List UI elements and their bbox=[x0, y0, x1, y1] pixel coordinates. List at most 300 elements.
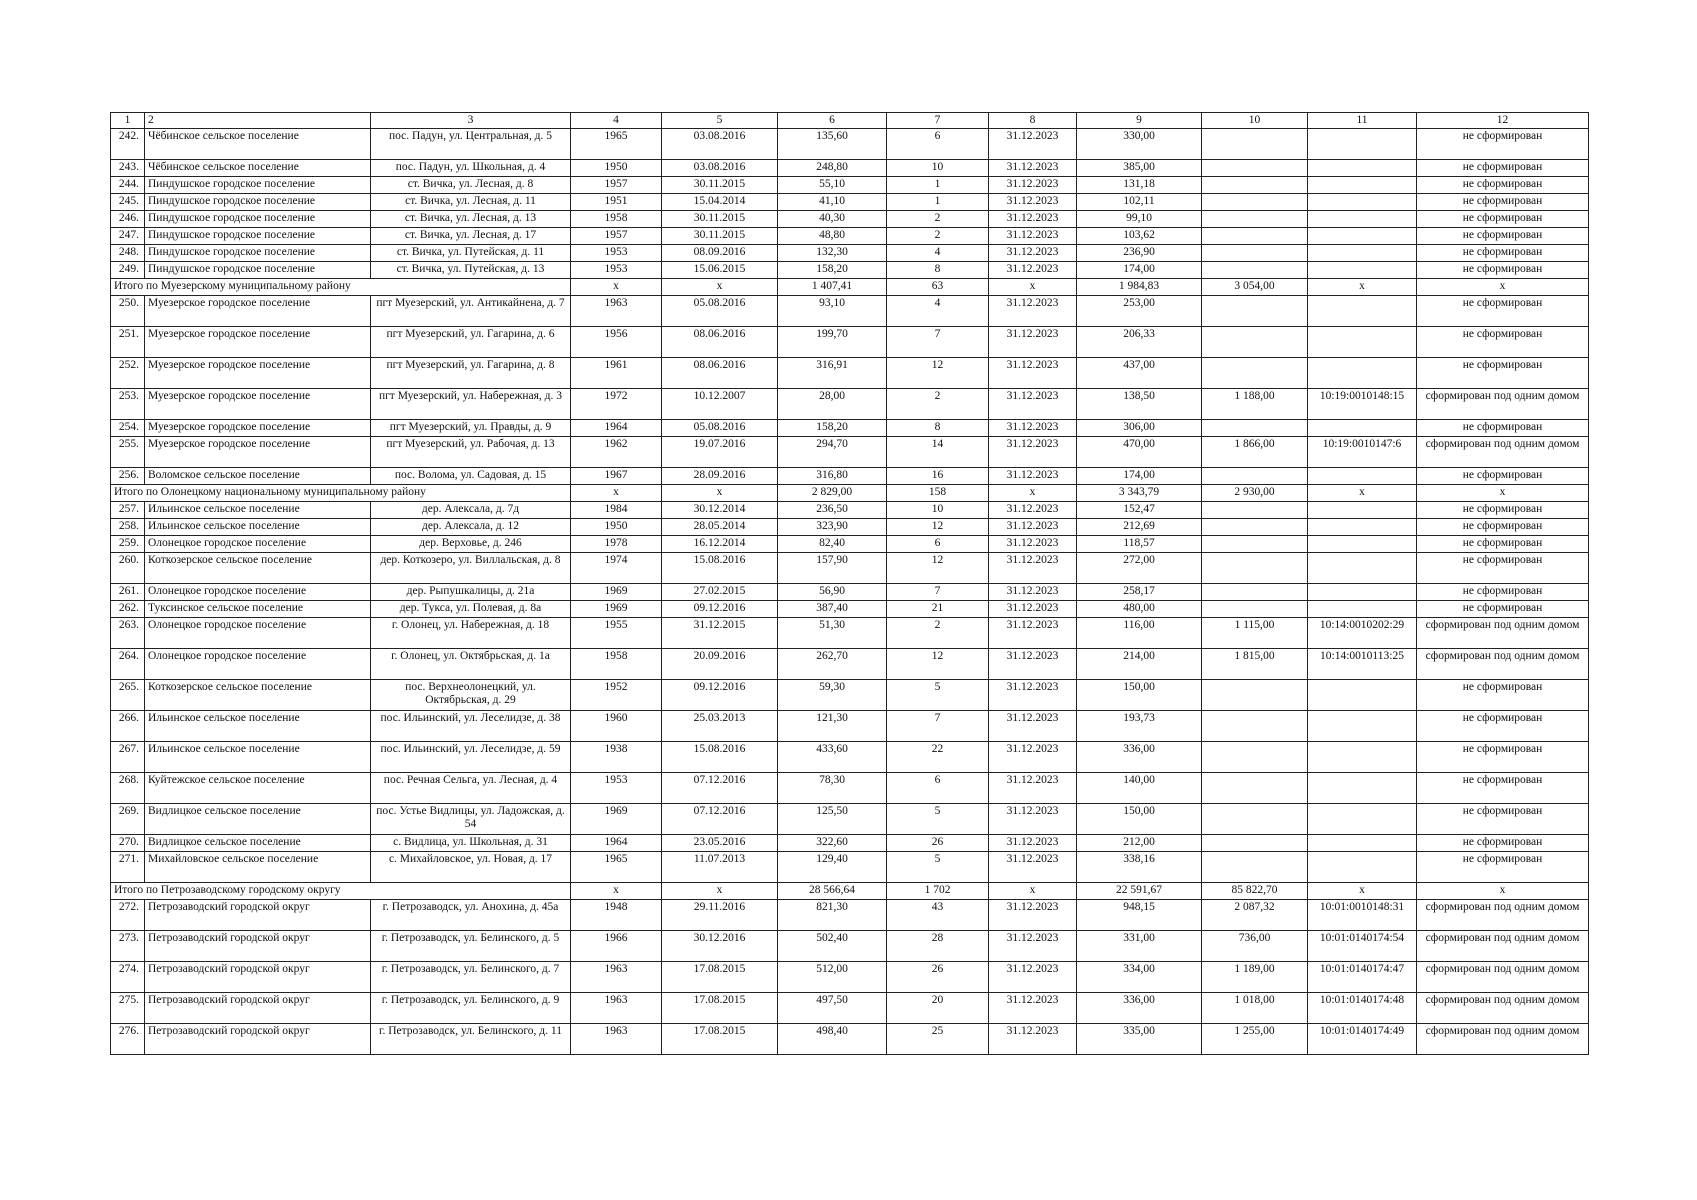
municipality-cell: Чёбинское сельское поселение bbox=[145, 129, 371, 160]
header-cell: 1 bbox=[111, 113, 145, 129]
row-number-cell: 244. bbox=[111, 177, 145, 194]
municipality-cell: Туксинское сельское поселение bbox=[145, 601, 371, 618]
residents-cell: 2 bbox=[887, 618, 989, 649]
column-10-cell bbox=[1202, 773, 1308, 804]
row-number-cell: 252. bbox=[111, 358, 145, 389]
residents-cell: 12 bbox=[887, 358, 989, 389]
address-cell: дер. Коткозеро, ул. Виллальская, д. 8 bbox=[371, 553, 571, 584]
residents-cell: 7 bbox=[887, 327, 989, 358]
column-10-cell: 1 115,00 bbox=[1202, 618, 1308, 649]
cadastral-number-cell: 10:14:0010113:25 bbox=[1308, 649, 1417, 680]
land-status-cell: не сформирован bbox=[1417, 680, 1589, 711]
land-status-cell: сформирован под одним домом bbox=[1417, 618, 1589, 649]
area-cell: 132,30 bbox=[778, 245, 887, 262]
residents-cell: 5 bbox=[887, 804, 989, 835]
column-9-cell: 306,00 bbox=[1077, 420, 1202, 437]
residents-cell: 5 bbox=[887, 680, 989, 711]
municipality-cell: Пиндушское городское поселение bbox=[145, 262, 371, 279]
table-row bbox=[111, 211, 1589, 228]
survey-date-cell: 25.03.2013 bbox=[662, 711, 778, 742]
table-row bbox=[111, 536, 1589, 553]
address-cell: ст. Вичка, ул. Лесная, д. 13 bbox=[371, 211, 571, 228]
survey-date-cell: 30.11.2015 bbox=[662, 211, 778, 228]
cadastral-number-cell bbox=[1308, 502, 1417, 519]
subtotal-row bbox=[111, 279, 1589, 296]
year-cell: 1969 bbox=[571, 584, 662, 601]
area-cell: 121,30 bbox=[778, 711, 887, 742]
header-cell: 9 bbox=[1077, 113, 1202, 129]
cadastral-number-cell bbox=[1308, 129, 1417, 160]
address-cell: г. Олонец, ул. Набережная, д. 18 bbox=[371, 618, 571, 649]
land-status-cell: не сформирован bbox=[1417, 502, 1589, 519]
residents-cell: 26 bbox=[887, 962, 989, 993]
land-status-cell: сформирован под одним домом bbox=[1417, 649, 1589, 680]
table-row bbox=[111, 618, 1589, 649]
column-9-cell: 116,00 bbox=[1077, 618, 1202, 649]
residents-cell: 28 bbox=[887, 931, 989, 962]
column-9-cell: 140,00 bbox=[1077, 773, 1202, 804]
land-status-cell: не сформирован bbox=[1417, 519, 1589, 536]
year-cell: 1963 bbox=[571, 962, 662, 993]
header-cell: 2 bbox=[145, 113, 371, 129]
column-9-cell: 334,00 bbox=[1077, 962, 1202, 993]
table-row bbox=[111, 245, 1589, 262]
residents-cell: 7 bbox=[887, 584, 989, 601]
address-cell: пос. Падун, ул. Центральная, д. 5 bbox=[371, 129, 571, 160]
column-10-cell bbox=[1202, 177, 1308, 194]
year-cell: 1938 bbox=[571, 742, 662, 773]
survey-date-cell: 07.12.2016 bbox=[662, 804, 778, 835]
residents-cell: 5 bbox=[887, 852, 989, 883]
year-cell: x bbox=[571, 883, 662, 900]
column-9-cell: 336,00 bbox=[1077, 742, 1202, 773]
municipality-cell: Михайловское сельское поселение bbox=[145, 852, 371, 883]
subtotal-row bbox=[111, 883, 1589, 900]
municipality-cell: Петрозаводский городской округ bbox=[145, 962, 371, 993]
address-cell: пгт Муезерский, ул. Гагарина, д. 6 bbox=[371, 327, 571, 358]
header-cell: 7 bbox=[887, 113, 989, 129]
land-status-cell: не сформирован bbox=[1417, 804, 1589, 835]
cadastral-number-cell: x bbox=[1308, 485, 1417, 502]
area-cell: 82,40 bbox=[778, 536, 887, 553]
area-cell: 158,20 bbox=[778, 420, 887, 437]
residents-cell: 6 bbox=[887, 536, 989, 553]
deadline-cell: 31.12.2023 bbox=[989, 804, 1077, 835]
table-row bbox=[111, 584, 1589, 601]
header-cell: 10 bbox=[1202, 113, 1308, 129]
survey-date-cell: 17.08.2015 bbox=[662, 962, 778, 993]
cadastral-number-cell bbox=[1308, 245, 1417, 262]
row-number-cell: 259. bbox=[111, 536, 145, 553]
address-cell: дер. Верховье, д. 246 bbox=[371, 536, 571, 553]
row-number-cell: 263. bbox=[111, 618, 145, 649]
column-10-cell bbox=[1202, 160, 1308, 177]
residents-cell: 10 bbox=[887, 502, 989, 519]
area-cell: 78,30 bbox=[778, 773, 887, 804]
cadastral-number-cell bbox=[1308, 536, 1417, 553]
area-cell: 199,70 bbox=[778, 327, 887, 358]
municipality-cell: Ильинское сельское поселение bbox=[145, 502, 371, 519]
municipality-cell: Ильинское сельское поселение bbox=[145, 519, 371, 536]
survey-date-cell: 08.09.2016 bbox=[662, 245, 778, 262]
row-number-cell: 266. bbox=[111, 711, 145, 742]
table-row bbox=[111, 852, 1589, 883]
area-cell: 93,10 bbox=[778, 296, 887, 327]
row-number-cell: 268. bbox=[111, 773, 145, 804]
column-10-cell bbox=[1202, 680, 1308, 711]
cadastral-number-cell: x bbox=[1308, 279, 1417, 296]
deadline-cell: 31.12.2023 bbox=[989, 437, 1077, 468]
cadastral-number-cell bbox=[1308, 584, 1417, 601]
row-number-cell: 264. bbox=[111, 649, 145, 680]
residents-cell: 12 bbox=[887, 553, 989, 584]
column-10-cell bbox=[1202, 835, 1308, 852]
survey-date-cell: 17.08.2015 bbox=[662, 1024, 778, 1055]
land-status-cell: не сформирован bbox=[1417, 327, 1589, 358]
row-number-cell: 254. bbox=[111, 420, 145, 437]
address-cell: пос. Устье Видлицы, ул. Ладожская, д. 54 bbox=[371, 804, 571, 835]
land-status-cell: x bbox=[1417, 883, 1589, 900]
residents-cell: 2 bbox=[887, 211, 989, 228]
column-9-cell: 336,00 bbox=[1077, 993, 1202, 1024]
column-9-cell: 335,00 bbox=[1077, 1024, 1202, 1055]
column-9-cell: 131,18 bbox=[1077, 177, 1202, 194]
table-body bbox=[111, 113, 1589, 1055]
year-cell: 1964 bbox=[571, 835, 662, 852]
column-9-cell: 22 591,67 bbox=[1077, 883, 1202, 900]
residents-cell: 4 bbox=[887, 245, 989, 262]
year-cell: 1948 bbox=[571, 900, 662, 931]
deadline-cell: 31.12.2023 bbox=[989, 211, 1077, 228]
residents-cell: 2 bbox=[887, 389, 989, 420]
residents-cell: 12 bbox=[887, 519, 989, 536]
address-cell: пгт Муезерский, ул. Антикайнена, д. 7 bbox=[371, 296, 571, 327]
deadline-cell: 31.12.2023 bbox=[989, 742, 1077, 773]
deadline-cell: 31.12.2023 bbox=[989, 1024, 1077, 1055]
deadline-cell: 31.12.2023 bbox=[989, 327, 1077, 358]
land-status-cell: сформирован под одним домом bbox=[1417, 931, 1589, 962]
area-cell: 322,60 bbox=[778, 835, 887, 852]
table-row bbox=[111, 389, 1589, 420]
table-row bbox=[111, 228, 1589, 245]
cadastral-number-cell: 10:01:0140174:49 bbox=[1308, 1024, 1417, 1055]
year-cell: 1984 bbox=[571, 502, 662, 519]
table-row bbox=[111, 468, 1589, 485]
municipality-cell: Олонецкое городское поселение bbox=[145, 618, 371, 649]
column-9-cell: 150,00 bbox=[1077, 804, 1202, 835]
row-number-cell: 256. bbox=[111, 468, 145, 485]
address-cell: пос. Ильинский, ул. Леселидзе, д. 59 bbox=[371, 742, 571, 773]
deadline-cell: 31.12.2023 bbox=[989, 773, 1077, 804]
address-cell: ст. Вичка, ул. Лесная, д. 17 bbox=[371, 228, 571, 245]
address-cell: пос. Верхнеолонецкий, ул. Октябрьская, д. 29 bbox=[371, 680, 571, 711]
column-9-cell: 385,00 bbox=[1077, 160, 1202, 177]
survey-date-cell: 08.06.2016 bbox=[662, 327, 778, 358]
column-9-cell: 206,33 bbox=[1077, 327, 1202, 358]
row-number-cell: 243. bbox=[111, 160, 145, 177]
survey-date-cell: 05.08.2016 bbox=[662, 420, 778, 437]
column-9-cell: 214,00 bbox=[1077, 649, 1202, 680]
column-10-cell bbox=[1202, 327, 1308, 358]
area-cell: 125,50 bbox=[778, 804, 887, 835]
row-number-cell: 270. bbox=[111, 835, 145, 852]
year-cell: 1956 bbox=[571, 327, 662, 358]
column-10-cell bbox=[1202, 852, 1308, 883]
area-cell: 158,20 bbox=[778, 262, 887, 279]
address-cell: пос. Падун, ул. Школьная, д. 4 bbox=[371, 160, 571, 177]
land-status-cell: не сформирован bbox=[1417, 420, 1589, 437]
land-status-cell: не сформирован bbox=[1417, 160, 1589, 177]
deadline-cell: 31.12.2023 bbox=[989, 601, 1077, 618]
cadastral-number-cell bbox=[1308, 852, 1417, 883]
header-cell: 11 bbox=[1308, 113, 1417, 129]
deadline-cell: 31.12.2023 bbox=[989, 680, 1077, 711]
cadastral-number-cell: 10:01:0140174:54 bbox=[1308, 931, 1417, 962]
column-10-cell bbox=[1202, 245, 1308, 262]
area-cell: 51,30 bbox=[778, 618, 887, 649]
deadline-cell: x bbox=[989, 485, 1077, 502]
column-10-cell: 1 188,00 bbox=[1202, 389, 1308, 420]
table-row bbox=[111, 262, 1589, 279]
area-cell: 316,91 bbox=[778, 358, 887, 389]
year-cell: 1978 bbox=[571, 536, 662, 553]
row-number-cell: 248. bbox=[111, 245, 145, 262]
deadline-cell: 31.12.2023 bbox=[989, 835, 1077, 852]
table-row bbox=[111, 711, 1589, 742]
land-status-cell: сформирован под одним домом bbox=[1417, 900, 1589, 931]
year-cell: 1960 bbox=[571, 711, 662, 742]
residents-cell: 63 bbox=[887, 279, 989, 296]
column-9-cell: 272,00 bbox=[1077, 553, 1202, 584]
subtotal-row bbox=[111, 485, 1589, 502]
year-cell: 1951 bbox=[571, 194, 662, 211]
deadline-cell: x bbox=[989, 279, 1077, 296]
cadastral-number-cell: 10:01:0010148:31 bbox=[1308, 900, 1417, 931]
row-number-cell: 247. bbox=[111, 228, 145, 245]
table-row bbox=[111, 742, 1589, 773]
area-cell: 28 566,64 bbox=[778, 883, 887, 900]
column-10-cell: 3 054,00 bbox=[1202, 279, 1308, 296]
subtotal-label: Итого по Олонецкому национальному муниципальному району bbox=[111, 485, 571, 502]
land-status-cell: сформирован под одним домом bbox=[1417, 993, 1589, 1024]
survey-date-cell: 08.06.2016 bbox=[662, 358, 778, 389]
year-cell: 1953 bbox=[571, 262, 662, 279]
residents-cell: 43 bbox=[887, 900, 989, 931]
residents-cell: 1 bbox=[887, 194, 989, 211]
address-cell: г. Петрозаводск, ул. Белинского, д. 7 bbox=[371, 962, 571, 993]
survey-date-cell: 30.11.2015 bbox=[662, 177, 778, 194]
column-10-cell bbox=[1202, 742, 1308, 773]
residents-cell: 1 bbox=[887, 177, 989, 194]
column-10-cell: 1 018,00 bbox=[1202, 993, 1308, 1024]
table-row bbox=[111, 900, 1589, 931]
survey-date-cell: x bbox=[662, 883, 778, 900]
survey-date-cell: 15.08.2016 bbox=[662, 742, 778, 773]
residents-cell: 158 bbox=[887, 485, 989, 502]
area-cell: 498,40 bbox=[778, 1024, 887, 1055]
cadastral-number-cell: 10:01:0140174:47 bbox=[1308, 962, 1417, 993]
municipality-cell: Петрозаводский городской округ bbox=[145, 900, 371, 931]
row-number-cell: 257. bbox=[111, 502, 145, 519]
cadastral-number-cell: x bbox=[1308, 883, 1417, 900]
area-cell: 2 829,00 bbox=[778, 485, 887, 502]
year-cell: 1950 bbox=[571, 160, 662, 177]
header-cell: 8 bbox=[989, 113, 1077, 129]
table-row bbox=[111, 649, 1589, 680]
address-cell: пгт Муезерский, ул. Правды, д. 9 bbox=[371, 420, 571, 437]
column-9-cell: 150,00 bbox=[1077, 680, 1202, 711]
deadline-cell: 31.12.2023 bbox=[989, 618, 1077, 649]
survey-date-cell: 29.11.2016 bbox=[662, 900, 778, 931]
deadline-cell: 31.12.2023 bbox=[989, 296, 1077, 327]
column-10-cell bbox=[1202, 711, 1308, 742]
table-row bbox=[111, 177, 1589, 194]
column-9-cell: 118,57 bbox=[1077, 536, 1202, 553]
subtotal-label: Итого по Муезерскому муниципальному району bbox=[111, 279, 571, 296]
year-cell: 1965 bbox=[571, 852, 662, 883]
land-status-cell: не сформирован bbox=[1417, 211, 1589, 228]
land-status-cell: не сформирован bbox=[1417, 773, 1589, 804]
document-sheet bbox=[110, 112, 1588, 1055]
residents-cell: 20 bbox=[887, 993, 989, 1024]
municipality-cell: Муезерское городское поселение bbox=[145, 437, 371, 468]
deadline-cell: 31.12.2023 bbox=[989, 468, 1077, 485]
column-9-cell: 103,62 bbox=[1077, 228, 1202, 245]
residents-cell: 6 bbox=[887, 129, 989, 160]
row-number-cell: 250. bbox=[111, 296, 145, 327]
cadastral-number-cell bbox=[1308, 773, 1417, 804]
address-cell: г. Петрозаводск, ул. Белинского, д. 9 bbox=[371, 993, 571, 1024]
column-10-cell bbox=[1202, 536, 1308, 553]
land-status-cell: не сформирован bbox=[1417, 228, 1589, 245]
deadline-cell: 31.12.2023 bbox=[989, 420, 1077, 437]
land-status-cell: не сформирован bbox=[1417, 129, 1589, 160]
address-cell: с. Михайловское, ул. Новая, д. 17 bbox=[371, 852, 571, 883]
residents-cell: 12 bbox=[887, 649, 989, 680]
cadastral-number-cell bbox=[1308, 420, 1417, 437]
year-cell: 1969 bbox=[571, 601, 662, 618]
municipality-cell: Муезерское городское поселение bbox=[145, 420, 371, 437]
municipality-cell: Воломское сельское поселение bbox=[145, 468, 371, 485]
year-cell: 1957 bbox=[571, 228, 662, 245]
table-row bbox=[111, 502, 1589, 519]
column-10-cell: 2 087,32 bbox=[1202, 900, 1308, 931]
land-status-cell: не сформирован bbox=[1417, 296, 1589, 327]
residents-cell: 21 bbox=[887, 601, 989, 618]
land-status-cell: x bbox=[1417, 485, 1589, 502]
column-10-cell: 2 930,00 bbox=[1202, 485, 1308, 502]
column-9-cell: 437,00 bbox=[1077, 358, 1202, 389]
table-row bbox=[111, 129, 1589, 160]
survey-date-cell: 30.12.2014 bbox=[662, 502, 778, 519]
residents-cell: 14 bbox=[887, 437, 989, 468]
residents-cell: 8 bbox=[887, 262, 989, 279]
header-cell: 6 bbox=[778, 113, 887, 129]
header-cell: 3 bbox=[371, 113, 571, 129]
deadline-cell: 31.12.2023 bbox=[989, 649, 1077, 680]
address-cell: г. Петрозаводск, ул. Белинского, д. 11 bbox=[371, 1024, 571, 1055]
table-row bbox=[111, 296, 1589, 327]
area-cell: 248,80 bbox=[778, 160, 887, 177]
table-row bbox=[111, 773, 1589, 804]
survey-date-cell: x bbox=[662, 485, 778, 502]
column-9-cell: 152,47 bbox=[1077, 502, 1202, 519]
row-number-cell: 265. bbox=[111, 680, 145, 711]
cadastral-number-cell: 10:14:0010202:29 bbox=[1308, 618, 1417, 649]
row-number-cell: 262. bbox=[111, 601, 145, 618]
column-10-cell bbox=[1202, 468, 1308, 485]
municipality-cell: Олонецкое городское поселение bbox=[145, 536, 371, 553]
column-10-cell bbox=[1202, 601, 1308, 618]
table-row bbox=[111, 160, 1589, 177]
municipality-cell: Ильинское сельское поселение bbox=[145, 711, 371, 742]
subtotal-label: Итого по Петрозаводскому городскому округу bbox=[111, 883, 571, 900]
column-10-cell: 85 822,70 bbox=[1202, 883, 1308, 900]
municipality-cell: Петрозаводский городской округ bbox=[145, 931, 371, 962]
land-status-cell: не сформирован bbox=[1417, 468, 1589, 485]
deadline-cell: 31.12.2023 bbox=[989, 900, 1077, 931]
cadastral-number-cell bbox=[1308, 835, 1417, 852]
municipality-cell: Петрозаводский городской округ bbox=[145, 1024, 371, 1055]
land-status-cell: сформирован под одним домом bbox=[1417, 1024, 1589, 1055]
residents-cell: 1 702 bbox=[887, 883, 989, 900]
address-cell: ст. Вичка, ул. Путейская, д. 11 bbox=[371, 245, 571, 262]
column-9-cell: 193,73 bbox=[1077, 711, 1202, 742]
column-10-cell bbox=[1202, 519, 1308, 536]
survey-date-cell: 30.11.2015 bbox=[662, 228, 778, 245]
land-status-cell: не сформирован bbox=[1417, 553, 1589, 584]
deadline-cell: x bbox=[989, 883, 1077, 900]
deadline-cell: 31.12.2023 bbox=[989, 389, 1077, 420]
area-cell: 135,60 bbox=[778, 129, 887, 160]
housing-table bbox=[110, 112, 1589, 1055]
survey-date-cell: 19.07.2016 bbox=[662, 437, 778, 468]
land-status-cell: сформирован под одним домом bbox=[1417, 437, 1589, 468]
address-cell: с. Видлица, ул. Школьная, д. 31 bbox=[371, 835, 571, 852]
column-10-cell: 736,00 bbox=[1202, 931, 1308, 962]
area-cell: 323,90 bbox=[778, 519, 887, 536]
row-number-cell: 258. bbox=[111, 519, 145, 536]
column-10-cell bbox=[1202, 584, 1308, 601]
table-row bbox=[111, 327, 1589, 358]
table-row bbox=[111, 1024, 1589, 1055]
column-9-cell: 174,00 bbox=[1077, 262, 1202, 279]
municipality-cell: Пиндушское городское поселение bbox=[145, 228, 371, 245]
deadline-cell: 31.12.2023 bbox=[989, 536, 1077, 553]
survey-date-cell: 30.12.2016 bbox=[662, 931, 778, 962]
cadastral-number-cell bbox=[1308, 601, 1417, 618]
year-cell: x bbox=[571, 279, 662, 296]
cadastral-number-cell: 10:19:0010147:6 bbox=[1308, 437, 1417, 468]
year-cell: 1969 bbox=[571, 804, 662, 835]
year-cell: 1962 bbox=[571, 437, 662, 468]
municipality-cell: Пиндушское городское поселение bbox=[145, 211, 371, 228]
area-cell: 502,40 bbox=[778, 931, 887, 962]
column-9-cell: 212,00 bbox=[1077, 835, 1202, 852]
survey-date-cell: 05.08.2016 bbox=[662, 296, 778, 327]
land-status-cell: x bbox=[1417, 279, 1589, 296]
row-number-cell: 251. bbox=[111, 327, 145, 358]
land-status-cell: не сформирован bbox=[1417, 262, 1589, 279]
survey-date-cell: 09.12.2016 bbox=[662, 680, 778, 711]
survey-date-cell: 15.04.2014 bbox=[662, 194, 778, 211]
row-number-cell: 274. bbox=[111, 962, 145, 993]
area-cell: 129,40 bbox=[778, 852, 887, 883]
residents-cell: 8 bbox=[887, 420, 989, 437]
year-cell: 1963 bbox=[571, 993, 662, 1024]
residents-cell: 2 bbox=[887, 228, 989, 245]
survey-date-cell: 31.12.2015 bbox=[662, 618, 778, 649]
